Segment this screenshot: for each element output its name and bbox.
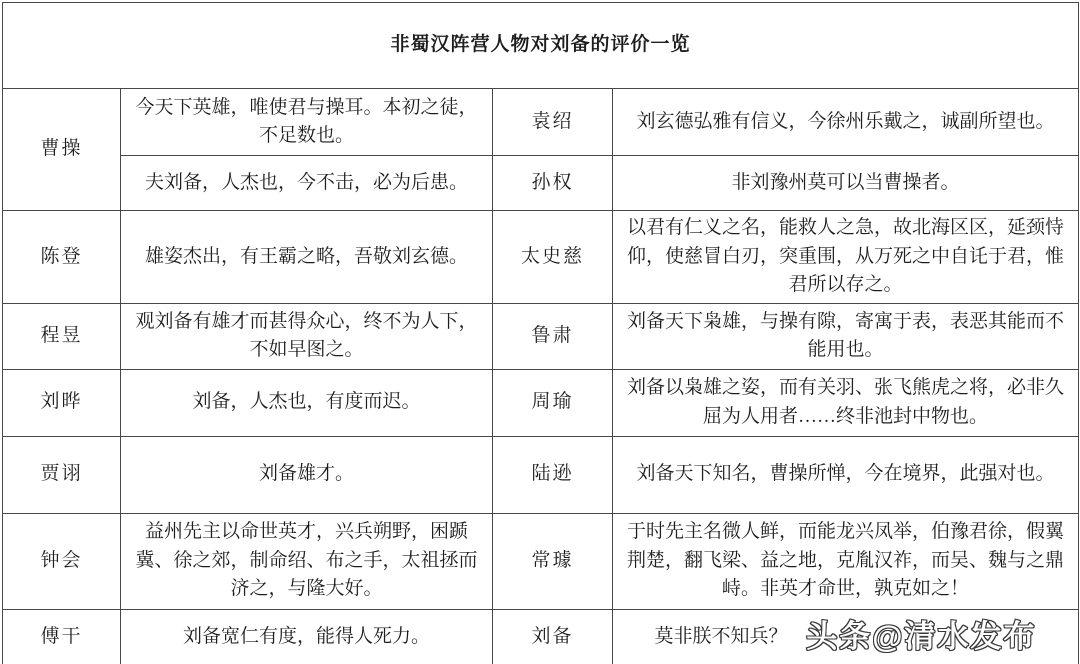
table-row: [3, 89, 1079, 156]
cell-quote-zhonghui: 益州先主以命世英才，兴兵朔野，困踬冀、徐之郊，制命绍、布之手，太祖拯而济之，与隆大好。: [121, 513, 493, 609]
toutiao-watermark: 头条@清水发布: [806, 619, 1037, 655]
cell-name-liuye: 刘晔: [3, 369, 121, 436]
cell-name-luxun: 陆逊: [493, 436, 613, 513]
table-row: [3, 513, 1079, 609]
cell-name-caocao: 曹操: [3, 89, 121, 211]
cell-name-taishici: 太史慈: [493, 211, 613, 304]
cell-quote-caocao-2: 夫刘备，人杰也，今不击，必为后患。: [121, 156, 493, 211]
cell-name-liubei: 刘备: [493, 609, 613, 664]
cell-quote-changqu: 于时先主名微人鲜，而能龙兴凤举，伯豫君徐，假翼荆楚，翻飞梁、益之地，克胤汉祚，而吴、魏与之鼎峙。非英才命世，孰克如之！: [613, 513, 1079, 609]
table-row: [3, 609, 1079, 664]
cell-name-changqu: 常璩: [493, 513, 613, 609]
cell-name-lusu: 鲁肃: [493, 303, 613, 369]
table-row: [3, 156, 1079, 211]
cell-quote-luxun: 刘备天下知名，曹操所惮，今在境界，此强对也。: [613, 436, 1079, 513]
cell-quote-caocao-1: 今天下英雄，唯使君与操耳。本初之徒，不足数也。: [121, 89, 493, 156]
cell-quote-yuanshao: 刘玄德弘雅有信义，今徐州乐戴之，诚副所望也。: [613, 89, 1079, 156]
cell-quote-taishici: 以君有仁义之名，能救人之急，故北海区区，延颈恃仰，使慈冒白刃，突重围，从万死之中自讬于君，惟君所以存之。: [613, 211, 1079, 304]
cell-name-zhouyu: 周瑜: [493, 369, 613, 436]
title-row: [3, 3, 1079, 89]
cell-name-sunquan: 孙权: [493, 156, 613, 211]
cell-name-jiaxu: 贾诩: [3, 436, 121, 513]
cell-quote-fugan: 刘备宽仁有度，能得人死力。: [121, 609, 493, 664]
cell-quote-liubei: [613, 609, 1079, 664]
cell-quote-zhouyu: 刘备以枭雄之姿，而有关羽、张飞熊虎之将，必非久屈为人用者……终非池封中物也。: [613, 369, 1079, 436]
table-row: [3, 303, 1079, 369]
table-row: [3, 436, 1079, 513]
page-title: 非蜀汉阵营人物对刘备的评价一览: [3, 3, 1079, 89]
table-row: [3, 211, 1079, 304]
cell-name-fugan: 傅干: [3, 609, 121, 664]
liubei-quote-text: 莫非朕不知兵？: [654, 626, 788, 648]
cell-quote-lusu: 刘备天下枭雄，与操有隙，寄寓于表，表恶其能而不能用也。: [613, 303, 1079, 369]
cell-name-yuanshao: 袁绍: [493, 89, 613, 156]
table-row: [3, 369, 1079, 436]
cell-name-chengyu: 程昱: [3, 303, 121, 369]
cell-quote-liuye: 刘备，人杰也，有度而迟。: [121, 369, 493, 436]
cell-quote-sunquan: 非刘豫州莫可以当曹操者。: [613, 156, 1079, 211]
cell-quote-jiaxu: 刘备雄才。: [121, 436, 493, 513]
cell-name-zhonghui: 钟会: [3, 513, 121, 609]
cell-name-chendeng: 陈登: [3, 211, 121, 304]
evaluation-table: [2, 2, 1079, 664]
cell-quote-chendeng: 雄姿杰出，有王霸之略，吾敬刘玄德。: [121, 211, 493, 304]
cell-quote-chengyu: 观刘备有雄才而甚得众心，终不为人下，不如早图之。: [121, 303, 493, 369]
